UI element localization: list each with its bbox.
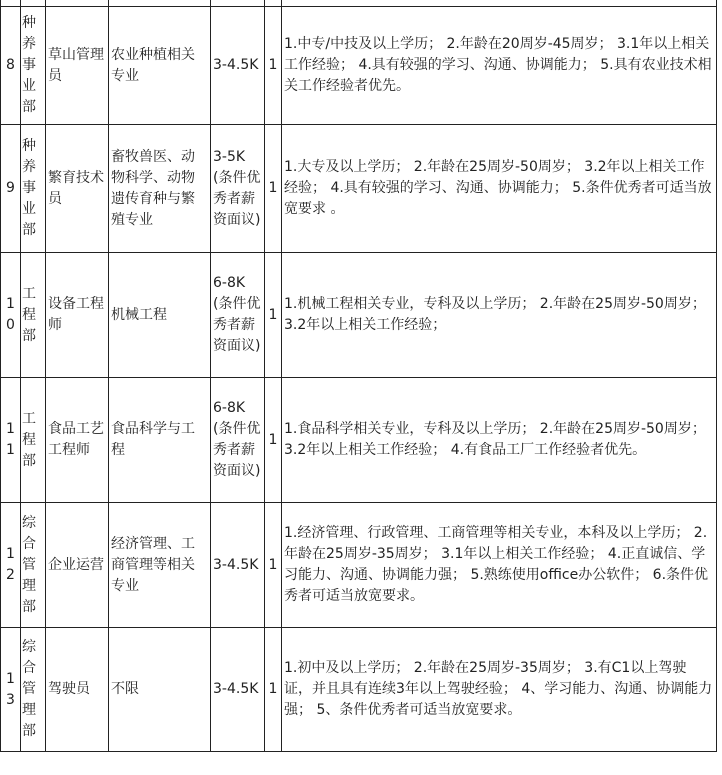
- cell-position: 企业运营: [46, 503, 109, 628]
- cell-department: 工程部: [21, 378, 46, 503]
- cell-headcount: 1: [265, 628, 282, 752]
- cell-salary: 3-4.5K: [211, 7, 265, 125]
- cell-department: 综合管理部: [21, 503, 46, 628]
- cell-department: 种养事业部: [21, 7, 46, 125]
- cell-requirements: 1.大专及以上学历； 2.年龄在25周岁-50周岁； 3.2年以上相关工作经验； 4.具有较强的学习、沟通、协调能力； 5.条件优秀者可适当放宽要求 。: [282, 125, 717, 253]
- table-row: [1, 253, 717, 378]
- cell-salary: 6-8K(条件优秀者薪资面议): [211, 253, 265, 378]
- cell-number: 9: [1, 125, 21, 253]
- table-row: [1, 378, 717, 503]
- cell-number: 8: [1, 7, 21, 125]
- cell-position: 草山管理员: [46, 7, 109, 125]
- table-row: [1, 7, 717, 125]
- cell-major: 农业种植相关专业: [109, 7, 211, 125]
- cell-number: 10: [1, 253, 21, 378]
- cell-major: 食品科学与工程: [109, 378, 211, 503]
- cell-salary: 3-5K(条件优秀者薪资面议): [211, 125, 265, 253]
- cell-requirements: 1.初中及以上学历； 2.年龄在25周岁-35周岁； 3.有C1以上驾驶证，并且具有连续3年以上驾驶经验； 4、学习能力、沟通、协调能力强； 5、条件优秀者可适当放宽要求。: [282, 628, 717, 752]
- cell-department: 综合管理部: [21, 628, 46, 752]
- cell-headcount: 1: [265, 125, 282, 253]
- cell-requirements: 1.经济管理、行政管理、工商管理等相关专业，本科及以上学历； 2.年龄在25周岁-35周岁； 3.1年以上相关工作经验； 4.正直诚信、学习能力、沟通、协调能力强； 5.熟练使用office办公软件； 6.条件优秀者可适当放宽要求。: [282, 503, 717, 628]
- cell-major: 机械工程: [109, 253, 211, 378]
- cell-department: 种养事业部: [21, 125, 46, 253]
- cell-headcount: 1: [265, 7, 282, 125]
- cell-major: 畜牧兽医、动物科学、动物遗传育种与繁殖专业: [109, 125, 211, 253]
- table-row: [1, 125, 717, 253]
- cell-position: 设备工程师: [46, 253, 109, 378]
- cell-number: 13: [1, 628, 21, 752]
- cell-number: 12: [1, 503, 21, 628]
- cell-headcount: 1: [265, 378, 282, 503]
- cell-requirements: 1.食品科学相关专业，专科及以上学历； 2.年龄在25周岁-50周岁； 3.2年以上相关工作经验； 4.有食品工厂工作经验者优先。: [282, 378, 717, 503]
- cell-requirements: 1.中专/中技及以上学历； 2.年龄在20周岁-45周岁； 3.1年以上相关工作经验； 4.具有较强的学习、沟通、协调能力； 5.具有农业技术相关工作经验者优先。: [282, 7, 717, 125]
- cell-headcount: 1: [265, 503, 282, 628]
- cell-salary: 3-4.5K: [211, 628, 265, 752]
- cell-major: 不限: [109, 628, 211, 752]
- cell-headcount: 1: [265, 253, 282, 378]
- cell-requirements: 1.机械工程相关专业，专科及以上学历； 2.年龄在25周岁-50周岁； 3.2年以上相关工作经验；: [282, 253, 717, 378]
- table-row: [1, 503, 717, 628]
- table-row: [1, 628, 717, 752]
- cell-department: 工程部: [21, 253, 46, 378]
- cell-position: 驾驶员: [46, 628, 109, 752]
- cell-position: 食品工艺工程师: [46, 378, 109, 503]
- cell-salary: 3-4.5K: [211, 503, 265, 628]
- cell-position: 繁育技术员: [46, 125, 109, 253]
- cell-major: 经济管理、工商管理等相关专业: [109, 503, 211, 628]
- cell-salary: 6-8K(条件优秀者薪资面议): [211, 378, 265, 503]
- cell-number: 11: [1, 378, 21, 503]
